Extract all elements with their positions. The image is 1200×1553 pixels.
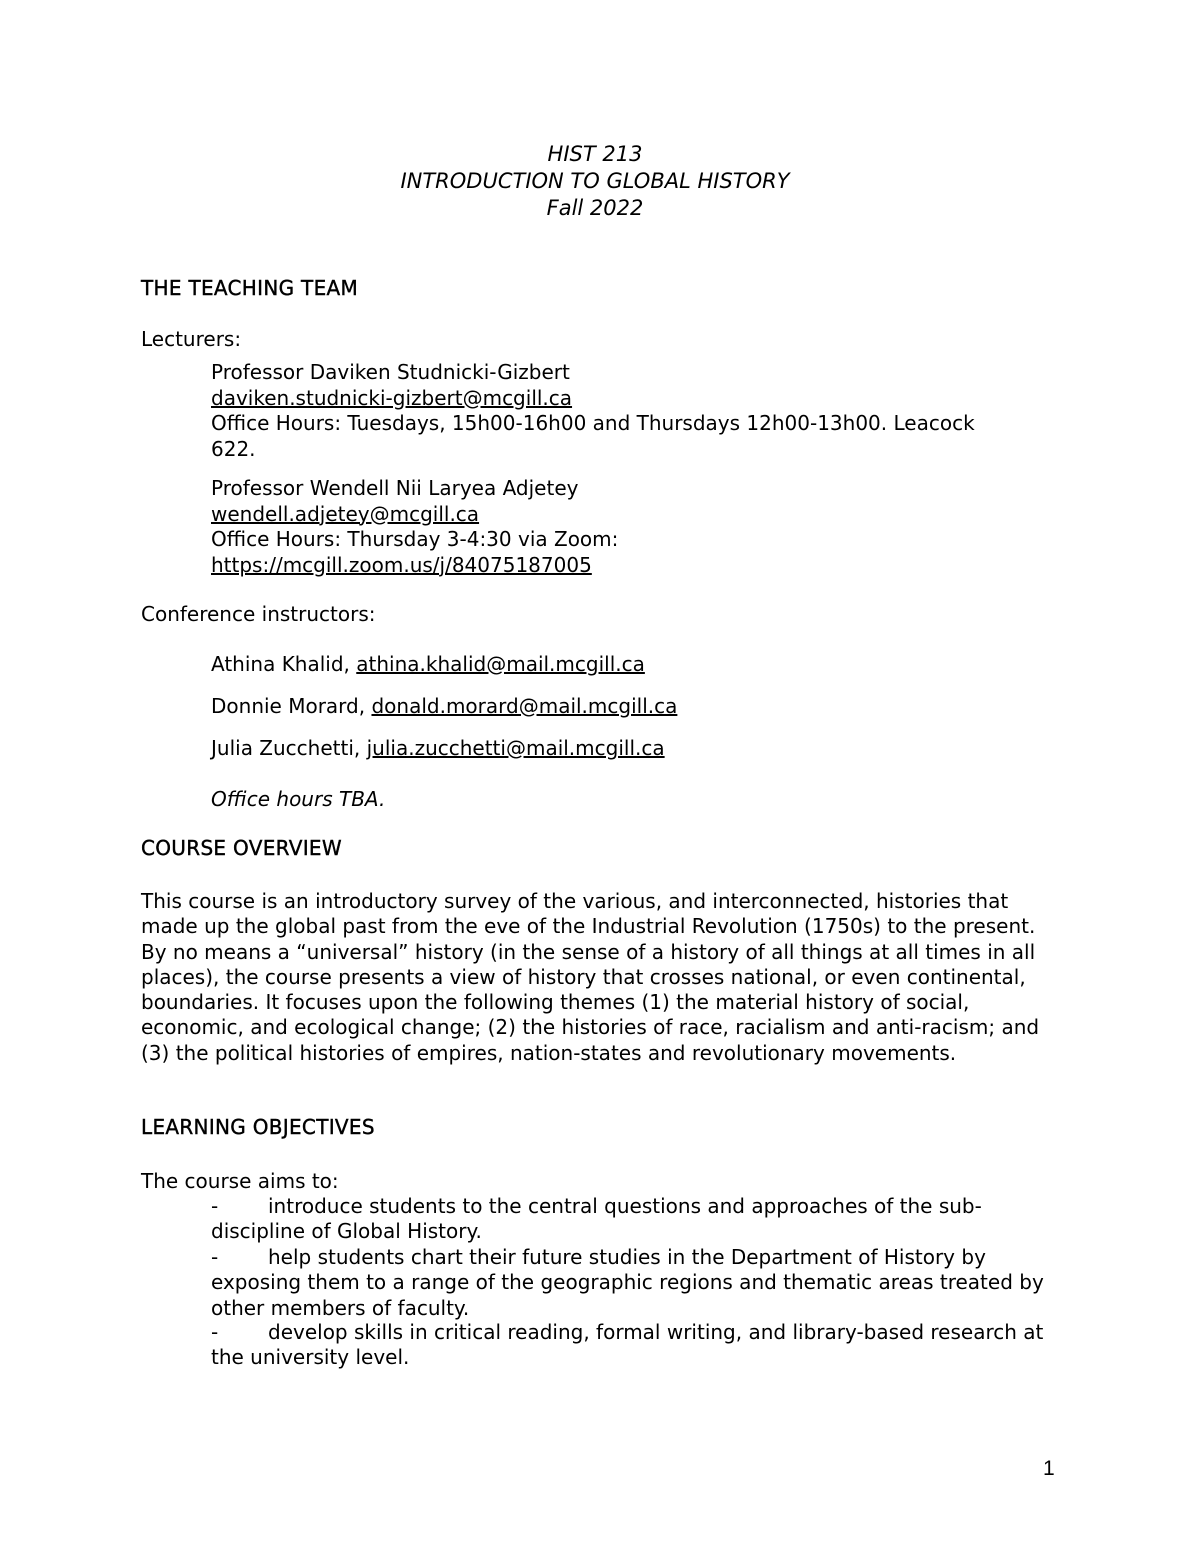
objective-text: help students chart their future studies in the Department of History by exposing them to a range of the geographic regions and thematic areas treated by other members of faculty. (211, 1245, 1044, 1320)
learning-objectives-heading: LEARNING OBJECTIVES (141, 1115, 375, 1139)
instructor-name: Athina Khalid, (211, 652, 350, 676)
page-number: 1 (1043, 1457, 1055, 1480)
course-overview-text: This course is an introductory survey of the various, and interconnected, histories that made up the global past from the eve of the Industrial Revolution (1750s) to the present. By no means a “universal” history (in the sense of a history of all things at all times in all places), the course presents a view of history that crosses national, or even continental, boundaries. It focuses upon the following themes (1) the material history of social, economic, and ecological change; (2) the histories of race, racialism and anti-racism; and (3) the political histories of empires, nation-states and revolutionary movements. (141, 889, 1040, 1065)
instructor-name: Julia Zucchetti, (211, 736, 361, 760)
objective-text: develop skills in critical reading, formal writing, and library-based research at the university level. (211, 1320, 1044, 1370)
lecturer-email-link[interactable]: daviken.studnicki-gizbert@mcgill.ca (211, 385, 573, 410)
course-term: Fall 2022 (546, 196, 644, 220)
lecturer-name: Professor Wendell Nii Laryea Adjetey (211, 476, 579, 500)
objectives-intro: The course aims to: (141, 1169, 339, 1193)
lecturer-office-room: 622. (211, 436, 256, 461)
instructor-email-link[interactable]: donald.morard@mail.mcgill.ca (371, 694, 678, 718)
office-hours-note: Office hours TBA. (211, 787, 386, 811)
lecturer-office-hours: Office Hours: Tuesdays, 15h00-16h00 and Thursdays 12h00-13h00. Leacock (211, 411, 975, 435)
conference-instructors-label: Conference instructors: (141, 602, 376, 626)
lecturer-name: Professor Daviken Studnicki-Gizbert (211, 360, 570, 384)
instructor-row (211, 694, 677, 720)
lecturers-label: Lecturers: (141, 327, 242, 351)
lecturer-office-hours: Office Hours: Thursday 3-4:30 via Zoom: (211, 527, 619, 551)
objective-text: introduce students to the central questions and approaches of the sub-discipline of Global History. (211, 1194, 982, 1244)
instructor-email-link[interactable]: athina.khalid@mail.mcgill.ca (356, 652, 645, 676)
teaching-team-heading: THE TEACHING TEAM (141, 276, 359, 300)
lecturer-2 (211, 476, 618, 578)
course-code: HIST 213 (547, 142, 643, 166)
course-overview-heading: COURSE OVERVIEW (141, 836, 342, 860)
document-title-block (0, 141, 1190, 222)
objective-item (211, 1194, 1061, 1245)
lecturer-1 (211, 360, 975, 462)
bullet-dash: - (211, 1194, 219, 1218)
bullet-dash: - (211, 1245, 219, 1269)
course-title: INTRODUCTION TO GLOBAL HISTORY (400, 169, 790, 193)
objective-item (211, 1320, 1061, 1371)
zoom-link[interactable]: https://mcgill.zoom.us/j/84075187005 (211, 552, 592, 577)
instructor-row (211, 736, 665, 762)
objective-item (211, 1245, 1061, 1321)
lecturer-email-link[interactable]: wendell.adjetey@mcgill.ca (211, 501, 480, 526)
bullet-dash: - (211, 1320, 219, 1344)
instructor-email-link[interactable]: julia.zucchetti@mail.mcgill.ca (366, 736, 665, 760)
instructor-row (211, 652, 645, 678)
instructor-name: Donnie Morard, (211, 694, 366, 718)
